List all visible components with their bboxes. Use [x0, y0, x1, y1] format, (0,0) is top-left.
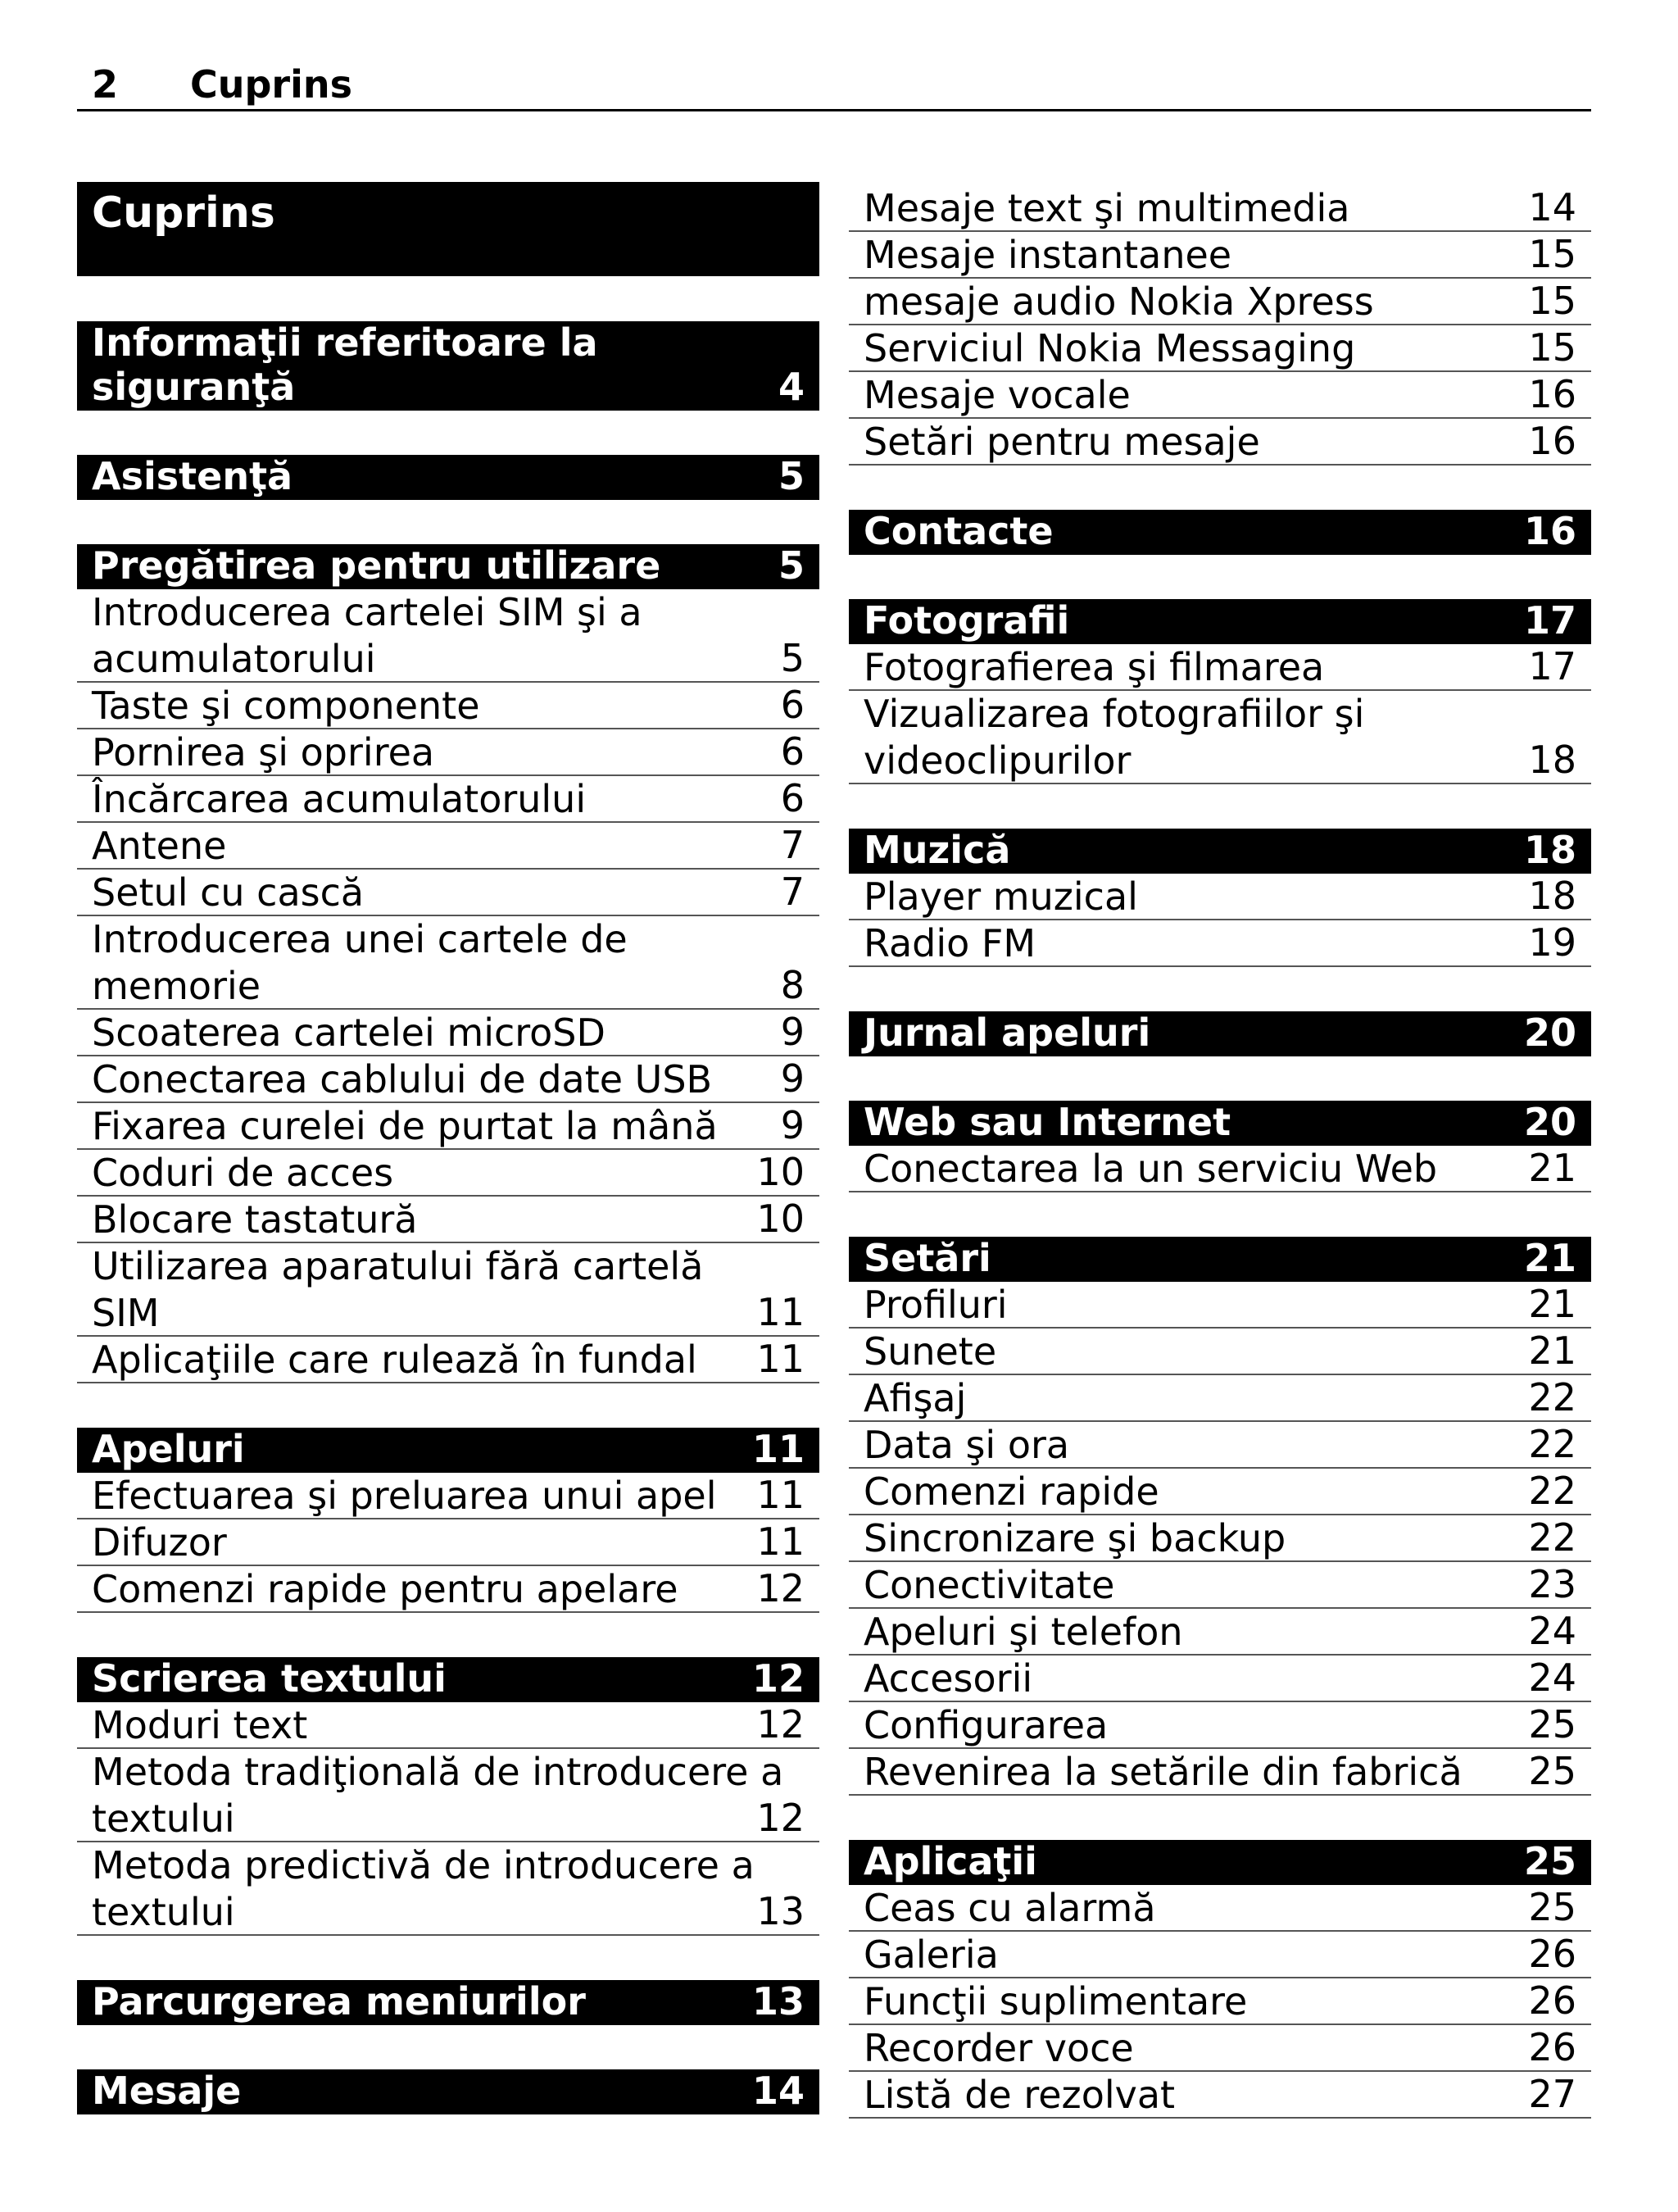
section-page-number: 20	[1523, 1100, 1576, 1144]
entry-label: Serviciul Nokia Messaging	[864, 326, 1356, 370]
section-page-number: 14	[751, 2069, 805, 2113]
entry-page-number: 25	[1528, 1885, 1576, 1929]
toc-entry[interactable]	[849, 874, 1591, 920]
entry-page-number: 10	[756, 1150, 805, 1194]
entry-label: Comenzi rapide pentru apelare	[92, 1567, 678, 1611]
entry-label: Funcţii suplimentare	[864, 1979, 1248, 2024]
entry-page-number: 12	[756, 1796, 805, 1840]
entry-page-number: 22	[1528, 1375, 1576, 1419]
entry-label: Coduri de acces	[92, 1151, 394, 1195]
entry-page-number: 15	[1528, 232, 1576, 276]
toc-entry[interactable]	[849, 1932, 1591, 1978]
entry-page-number: 21	[1528, 1329, 1576, 1373]
entry-label: Mesaje vocale	[864, 373, 1131, 417]
section-label: Mesaje	[92, 2069, 242, 2113]
entry-page-number: 23	[1528, 1562, 1576, 1606]
toc-entry[interactable]	[849, 691, 1591, 784]
toc-entry[interactable]	[77, 870, 819, 916]
entry-page-number: 10	[756, 1197, 805, 1241]
entry-label: Comenzi rapide	[864, 1469, 1159, 1514]
entry-label: acumulatorului	[92, 637, 376, 681]
entry-label: Antene	[92, 824, 227, 868]
entry-label: Moduri text	[92, 1703, 308, 1747]
toc-entry[interactable]	[849, 2072, 1591, 2119]
toc-entry[interactable]	[77, 1566, 819, 1613]
toc-entry[interactable]	[849, 2025, 1591, 2072]
section-label: Muzică	[864, 828, 1011, 872]
entry-page-number: 25	[1528, 1749, 1576, 1793]
entry-page-number: 11	[756, 1519, 805, 1564]
toc-title: Cuprins	[77, 182, 819, 276]
toc-entry[interactable]	[849, 644, 1591, 691]
toc-entry[interactable]	[849, 1329, 1591, 1375]
entry-page-number: 22	[1528, 1515, 1576, 1560]
entry-label: Data şi ora	[864, 1423, 1070, 1467]
toc-entry[interactable]	[849, 1702, 1591, 1749]
entry-label: Setul cu cască	[92, 870, 365, 915]
entry-label: Introducerea cartelei SIM şi a	[92, 590, 642, 634]
toc-entry[interactable]	[77, 1473, 819, 1519]
entry-label: Metoda predictivă de introducere a	[92, 1843, 755, 1887]
entry-page-number: 16	[1528, 419, 1576, 463]
entry-label: memorie	[92, 964, 261, 1008]
toc-section-heading[interactable]	[77, 1428, 819, 1473]
entry-label: Vizualizarea fotografiilor şi	[864, 692, 1365, 736]
toc-entry[interactable]	[77, 729, 819, 776]
entry-label: Introducerea unei cartele de	[92, 917, 628, 961]
section-label: Apeluri	[92, 1427, 245, 1471]
toc-entry[interactable]	[849, 279, 1591, 325]
entry-page-number: 12	[756, 1566, 805, 1610]
section-page-number: 13	[751, 1979, 805, 2024]
toc-section-heading[interactable]	[849, 1101, 1591, 1146]
toc-section-heading[interactable]	[849, 829, 1591, 874]
toc-section-heading[interactable]	[849, 1840, 1591, 1885]
toc-entry[interactable]	[849, 1562, 1591, 1609]
entry-label: Profiluri	[864, 1283, 1008, 1327]
toc-section-heading[interactable]	[849, 599, 1591, 644]
toc-entry[interactable]	[77, 776, 819, 823]
toc-entry[interactable]	[849, 1749, 1591, 1796]
entry-page-number: 26	[1528, 2025, 1576, 2069]
toc-section-heading[interactable]	[77, 1980, 819, 2025]
entry-label: Accesorii	[864, 1656, 1033, 1701]
entry-label: Fotografierea şi filmarea	[864, 645, 1325, 689]
toc-entry[interactable]	[77, 683, 819, 729]
toc-section-heading[interactable]	[77, 2069, 819, 2114]
toc-entry[interactable]	[849, 1146, 1591, 1192]
section-page-number: 5	[778, 543, 805, 588]
entry-page-number: 21	[1528, 1282, 1576, 1326]
toc-entry[interactable]	[849, 1422, 1591, 1469]
entry-label: Conectivitate	[864, 1563, 1115, 1607]
entry-label: Ceas cu alarmă	[864, 1886, 1156, 1930]
entry-page-number: 9	[780, 1103, 805, 1147]
entry-label: Apeluri şi telefon	[864, 1610, 1183, 1654]
section-label: Web sau Internet	[864, 1100, 1231, 1144]
entry-label: Setări pentru mesaje	[864, 420, 1260, 464]
entry-label: Utilizarea aparatului fără cartelă	[92, 1244, 704, 1288]
entry-label: Player muzical	[864, 874, 1138, 919]
entry-page-number: 26	[1528, 1932, 1576, 1976]
entry-label: Aplicaţiile care rulează în fundal	[92, 1338, 697, 1382]
toc-entry[interactable]	[849, 1469, 1591, 1515]
entry-label: Încărcarea acumulatorului	[92, 777, 587, 821]
page-number: 2	[92, 62, 119, 107]
section-page-number: 21	[1523, 1236, 1576, 1280]
toc-entry[interactable]	[849, 325, 1591, 372]
entry-label: Sunete	[864, 1329, 997, 1374]
entry-label: Recorder voce	[864, 2026, 1134, 2070]
section-page-number: 4	[778, 365, 805, 409]
section-page-number: 5	[778, 454, 805, 498]
entry-label: Revenirea la setările din fabrică	[864, 1750, 1463, 1794]
entry-page-number: 26	[1528, 1978, 1576, 2023]
entry-page-number: 15	[1528, 325, 1576, 370]
section-label: Setări	[864, 1236, 991, 1280]
section-page-number: 18	[1523, 828, 1576, 872]
section-label: Asistenţă	[92, 454, 293, 498]
toc-entry[interactable]	[77, 1337, 819, 1383]
entry-page-number: 25	[1528, 1702, 1576, 1746]
entry-page-number: 14	[1528, 185, 1576, 229]
toc-entry[interactable]	[77, 1103, 819, 1150]
entry-label: Conectarea la un serviciu Web	[864, 1147, 1438, 1191]
entry-page-number: 5	[780, 636, 805, 680]
entry-label: Scoaterea cartelei microSD	[92, 1011, 605, 1055]
entry-label: Pornirea şi oprirea	[92, 730, 435, 774]
entry-page-number: 21	[1528, 1146, 1576, 1190]
toc-entry[interactable]	[849, 1282, 1591, 1329]
toc-section-heading[interactable]	[77, 1657, 819, 1702]
toc-entry[interactable]	[77, 1056, 819, 1103]
entry-label: Blocare tastatură	[92, 1197, 418, 1242]
section-label: Aplicaţii	[864, 1839, 1037, 1883]
section-label: Fotografii	[864, 598, 1070, 643]
entry-page-number: 6	[780, 729, 805, 774]
entry-label: Metoda tradiţională de introducere a	[92, 1750, 784, 1794]
running-title: Cuprins	[190, 62, 353, 107]
section-label: Pregătirea pentru utilizare	[92, 543, 661, 588]
toc-entry[interactable]	[849, 232, 1591, 279]
section-page-number: 11	[751, 1427, 805, 1471]
toc-entry[interactable]	[849, 185, 1591, 232]
entry-page-number: 17	[1528, 644, 1576, 688]
toc-entry[interactable]	[77, 1519, 819, 1566]
entry-page-number: 24	[1528, 1609, 1576, 1653]
entry-label: Sincronizare şi backup	[864, 1516, 1286, 1560]
entry-page-number: 18	[1528, 738, 1576, 782]
toc-entry[interactable]	[849, 1978, 1591, 2025]
toc-section-heading[interactable]	[849, 1237, 1591, 1282]
toc-entry[interactable]	[849, 1656, 1591, 1702]
entry-label: Configurarea	[864, 1703, 1109, 1747]
entry-label: Fixarea curelei de purtat la mână	[92, 1104, 718, 1148]
toc-entry[interactable]	[77, 1702, 819, 1749]
entry-page-number: 13	[756, 1889, 805, 1933]
entry-page-number: 8	[780, 963, 805, 1007]
toc-section-heading[interactable]	[77, 321, 819, 411]
toc-entry[interactable]	[77, 1243, 819, 1337]
entry-page-number: 16	[1528, 372, 1576, 416]
toc-entry[interactable]	[849, 1609, 1591, 1656]
entry-page-number: 27	[1528, 2072, 1576, 2116]
entry-label: Conectarea cablului de date USB	[92, 1057, 713, 1101]
toc-entry[interactable]	[849, 1515, 1591, 1562]
entry-label: Mesaje text şi multimedia	[864, 186, 1350, 230]
entry-page-number: 22	[1528, 1422, 1576, 1466]
toc-section-heading[interactable]	[849, 510, 1591, 555]
toc-entry[interactable]	[849, 372, 1591, 419]
section-page-number: 16	[1523, 509, 1576, 553]
entry-page-number: 9	[780, 1010, 805, 1054]
entry-label: videoclipurilor	[864, 738, 1132, 783]
entry-label: Listă de rezolvat	[864, 2073, 1176, 2117]
entry-label: Mesaje instantanee	[864, 233, 1232, 277]
toc-entry[interactable]	[849, 920, 1591, 967]
section-label: Scrierea textului	[92, 1656, 447, 1701]
entry-label: Efectuarea şi preluarea unui apel	[92, 1474, 717, 1518]
toc-entry[interactable]	[77, 1749, 819, 1842]
entry-label: Taste şi componente	[92, 684, 480, 728]
toc-entry[interactable]	[77, 916, 819, 1010]
entry-page-number: 18	[1528, 874, 1576, 918]
section-page-number: 17	[1523, 598, 1576, 643]
entry-page-number: 15	[1528, 279, 1576, 323]
entry-page-number: 7	[780, 870, 805, 914]
toc-entry[interactable]	[77, 823, 819, 870]
section-label: Parcurgerea meniurilor	[92, 1979, 586, 2024]
entry-page-number: 11	[756, 1290, 805, 1334]
entry-label: mesaje audio Nokia Xpress	[864, 279, 1374, 324]
toc-entry[interactable]	[77, 1010, 819, 1056]
section-page-number: 12	[751, 1656, 805, 1701]
entry-label: textului	[92, 1796, 235, 1841]
entry-label: Difuzor	[92, 1520, 227, 1565]
toc-entry[interactable]	[77, 1197, 819, 1243]
entry-label: Radio FM	[864, 921, 1036, 965]
section-label: Contacte	[864, 509, 1054, 553]
toc-entry[interactable]	[77, 589, 819, 683]
toc-section-heading[interactable]	[849, 1011, 1591, 1056]
toc-entry[interactable]	[77, 1842, 819, 1936]
entry-label: Galeria	[864, 1933, 999, 1977]
toc-entry[interactable]	[849, 1375, 1591, 1422]
toc-section-heading[interactable]	[77, 455, 819, 500]
toc-entry[interactable]	[849, 419, 1591, 466]
entry-label: SIM	[92, 1291, 160, 1335]
entry-page-number: 24	[1528, 1656, 1576, 1700]
section-label: Informaţii referitoare la siguranţă	[92, 320, 598, 409]
page-header	[77, 57, 1591, 111]
section-page-number: 20	[1523, 1011, 1576, 1055]
entry-page-number: 7	[780, 823, 805, 867]
entry-page-number: 19	[1528, 920, 1576, 965]
toc-entry[interactable]	[849, 1885, 1591, 1932]
entry-page-number: 22	[1528, 1469, 1576, 1513]
entry-page-number: 11	[756, 1337, 805, 1381]
entry-page-number: 12	[756, 1702, 805, 1746]
entry-label: Afişaj	[864, 1376, 967, 1420]
section-label: Jurnal apeluri	[864, 1011, 1151, 1055]
toc-section-heading[interactable]	[77, 544, 819, 589]
entry-page-number: 6	[780, 683, 805, 727]
entry-page-number: 11	[756, 1473, 805, 1517]
toc-entry[interactable]	[77, 1150, 819, 1197]
entry-page-number: 6	[780, 776, 805, 820]
entry-page-number: 9	[780, 1056, 805, 1101]
entry-label: textului	[92, 1890, 235, 1934]
section-page-number: 25	[1523, 1839, 1576, 1883]
